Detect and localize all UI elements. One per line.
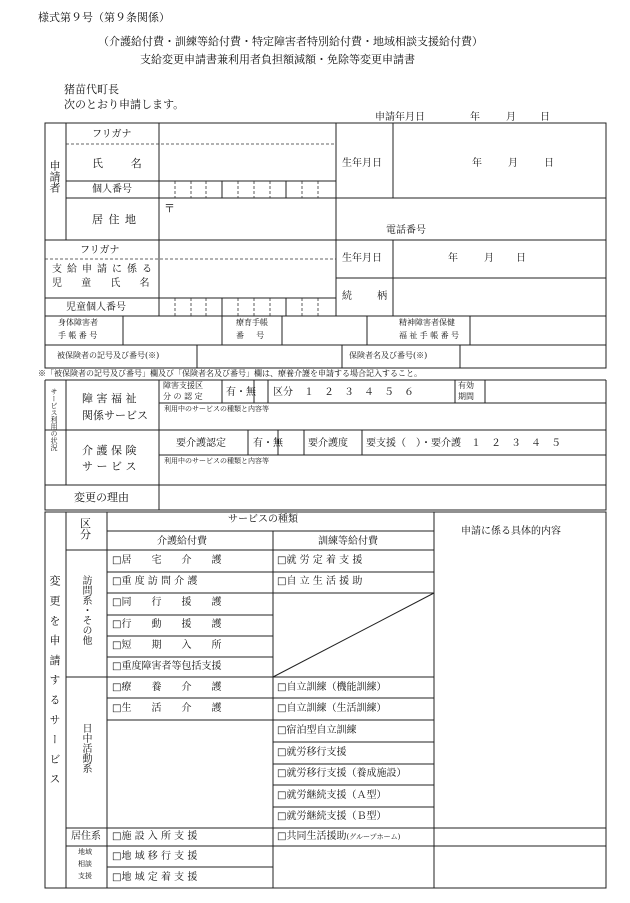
care-degree-label: 要介護度 xyxy=(308,438,348,449)
category-cert-label-1: 障害支援区 xyxy=(163,381,203,390)
care-label-2: サ ー ビ ス xyxy=(82,460,137,473)
intro-text: 次のとおり申請します。 xyxy=(64,98,185,111)
training-column-header: 訓練等給付費 xyxy=(318,536,378,547)
details-column-header: 申請に係る具体的内容 xyxy=(461,526,561,537)
welfare-label-2: 関係サービス xyxy=(82,409,148,422)
care-label-1: 介 護 保 険 xyxy=(82,444,137,457)
child-id-label: 児童個人番号 xyxy=(66,302,126,313)
date-month[interactable]: 月 xyxy=(506,112,516,123)
checkbox-facility-support[interactable]: □施 設 入 所 支 援 xyxy=(112,831,198,842)
physical-cert-label-1: 身体障害者 xyxy=(58,318,98,327)
care-column-header: 介護給付費 xyxy=(157,536,207,547)
child-furigana-label: フリガナ xyxy=(80,245,120,256)
child-birth-day[interactable]: 日 xyxy=(516,253,526,264)
checkbox-employment-transition-training[interactable]: □就労移行支援（養成施設） xyxy=(277,768,407,779)
checkbox-medical-care[interactable]: □療 養 介 護 xyxy=(112,682,222,693)
checkbox-home-care[interactable]: □居 宅 介 護 xyxy=(112,555,222,566)
checkbox-residential-training[interactable]: □宿泊型自立訓練 xyxy=(277,725,357,736)
category-cert-label-2: 分 の 認 定 xyxy=(163,392,203,401)
checkbox-life-care[interactable]: □生 活 介 護 xyxy=(112,703,222,714)
care-detail-label: 利用中のサービスの種類と内容等 xyxy=(164,457,269,465)
visit-category-label: 訪問系・その他 xyxy=(80,575,91,645)
insured-number-label: 被保険者の記号及び番号(※) xyxy=(57,351,160,360)
checkbox-comprehensive-support[interactable]: □重度障害者等包括支援 xyxy=(112,661,222,672)
applicant-address-label: 居住地 xyxy=(92,213,142,226)
day-category-label: 日中活動系 xyxy=(80,723,91,773)
services-section-label: 変更を申請するサービス xyxy=(48,575,61,793)
addressee: 猪苗代町長 xyxy=(64,83,119,96)
applicant-birth-label: 生年月日 xyxy=(342,158,382,169)
insurance-note: ※「被保険者の記号及び番号」欄及び「保険者名及び番号」欄は、療養介護を申請する場合記入すること。 xyxy=(38,369,422,378)
child-birth-month[interactable]: 月 xyxy=(484,253,494,264)
care-yes-no[interactable]: 有・無 xyxy=(253,438,283,449)
category-header: 区分 xyxy=(80,517,91,541)
community-category-label-2: 相談 xyxy=(78,860,92,868)
applicant-birth-month[interactable]: 月 xyxy=(508,158,518,169)
applicant-furigana-label: フリガナ xyxy=(92,129,132,140)
residence-category-label: 居住系 xyxy=(71,831,101,842)
child-name-label-2: 児 童 氏 名 xyxy=(52,278,158,289)
checkbox-functional-training[interactable]: □自立訓練（機能訓練） xyxy=(277,682,387,693)
checkbox-independent-living[interactable]: □自 立 生 活 援 助 xyxy=(277,576,363,587)
service-status-label: サービス利用の状況 xyxy=(50,388,58,451)
community-category-label-1: 地域 xyxy=(78,848,92,856)
insurer-number-label: 保険者名及び番号(※) xyxy=(349,351,428,360)
mental-cert-label-1: 精神障害者保健 xyxy=(399,318,455,327)
welfare-label-1: 障 害 福 祉 xyxy=(82,392,137,405)
checkbox-community-transition[interactable]: □地 域 移 行 支 援 xyxy=(112,851,198,862)
application-date-label: 申請年月日 xyxy=(375,112,425,123)
child-birth-label: 生年月日 xyxy=(342,253,382,264)
category-yes-no[interactable]: 有・無 xyxy=(226,387,256,398)
validity-label-1: 有効 xyxy=(458,381,474,390)
care-cert-label: 要介護認定 xyxy=(176,438,226,449)
form-title: 支給変更申請書兼利用者負担額減額・免除等変更申請書 xyxy=(140,53,415,66)
child-name-label-1: 支給申請に係る xyxy=(52,264,157,275)
applicant-name-label: 氏 名 xyxy=(92,157,154,170)
checkbox-community-settlement[interactable]: □地 域 定 着 支 援 xyxy=(112,872,198,883)
child-birth-year[interactable]: 年 xyxy=(448,253,458,264)
postal-mark: 〒 xyxy=(164,202,175,215)
category-levels[interactable]: １ ２ ３ ４ ５ ６ xyxy=(304,387,414,398)
rehab-cert-label-1: 療育手帳 xyxy=(236,318,268,327)
form-subtitle: （介護給付費・訓練等給付費・特定障害者特別給付費・地域相談支援給付費） xyxy=(98,35,483,48)
welfare-detail-label: 利用中のサービスの種類と内容等 xyxy=(164,405,269,413)
checkbox-severe-visit-care[interactable]: □重 度 訪 問 介 護 xyxy=(112,576,198,587)
relation-label: 続 柄 xyxy=(342,291,399,302)
applicant-section-label: 申請者 xyxy=(48,160,61,193)
applicant-birth-year[interactable]: 年 xyxy=(472,158,482,169)
group-home-note: (グループホーム) xyxy=(346,833,401,841)
physical-cert-label-2: 手帳番号 xyxy=(58,331,100,340)
checkbox-employment-retention[interactable]: □就 労 定 着 支 援 xyxy=(277,555,363,566)
checkbox-continuous-b[interactable]: □就労継続支援（Ｂ型） xyxy=(277,811,387,822)
mental-cert-label-2: 福祉手帳番号 xyxy=(399,331,462,340)
checkbox-behavior-support[interactable]: □行 動 援 護 xyxy=(112,619,222,630)
applicant-id-label: 個人番号 xyxy=(92,184,132,195)
rehab-cert-label-2: 番 号 xyxy=(236,331,269,340)
checkbox-life-training[interactable]: □自立訓練（生活訓練） xyxy=(277,703,387,714)
applicant-birth-day[interactable]: 日 xyxy=(544,158,554,169)
checkbox-group-living[interactable]: □共同生活援助(グループホーム) xyxy=(277,831,401,842)
checkbox-accompany-support[interactable]: □同 行 援 護 xyxy=(112,597,222,608)
checkbox-short-stay[interactable]: □短 期 入 所 xyxy=(112,640,222,651)
care-levels[interactable]: 要支援（ ）・要介護 １ ２ ３ ４ ５ xyxy=(366,438,561,449)
checkbox-continuous-a[interactable]: □就労継続支援（Ａ型） xyxy=(277,790,387,801)
service-type-header: サービスの種類 xyxy=(228,514,298,525)
phone-label: 電話番号 xyxy=(386,225,426,236)
checkbox-employment-transition[interactable]: □就労移行支援 xyxy=(277,747,347,758)
date-year[interactable]: 年 xyxy=(470,112,480,123)
change-reason-label: 変更の理由 xyxy=(74,491,129,504)
category-label: 区分 xyxy=(273,387,293,398)
form-number: 様式第９号（第９条関係） xyxy=(38,11,170,24)
date-day[interactable]: 日 xyxy=(540,112,550,123)
validity-label-2: 期間 xyxy=(458,392,474,401)
community-category-label-3: 支援 xyxy=(78,872,92,880)
